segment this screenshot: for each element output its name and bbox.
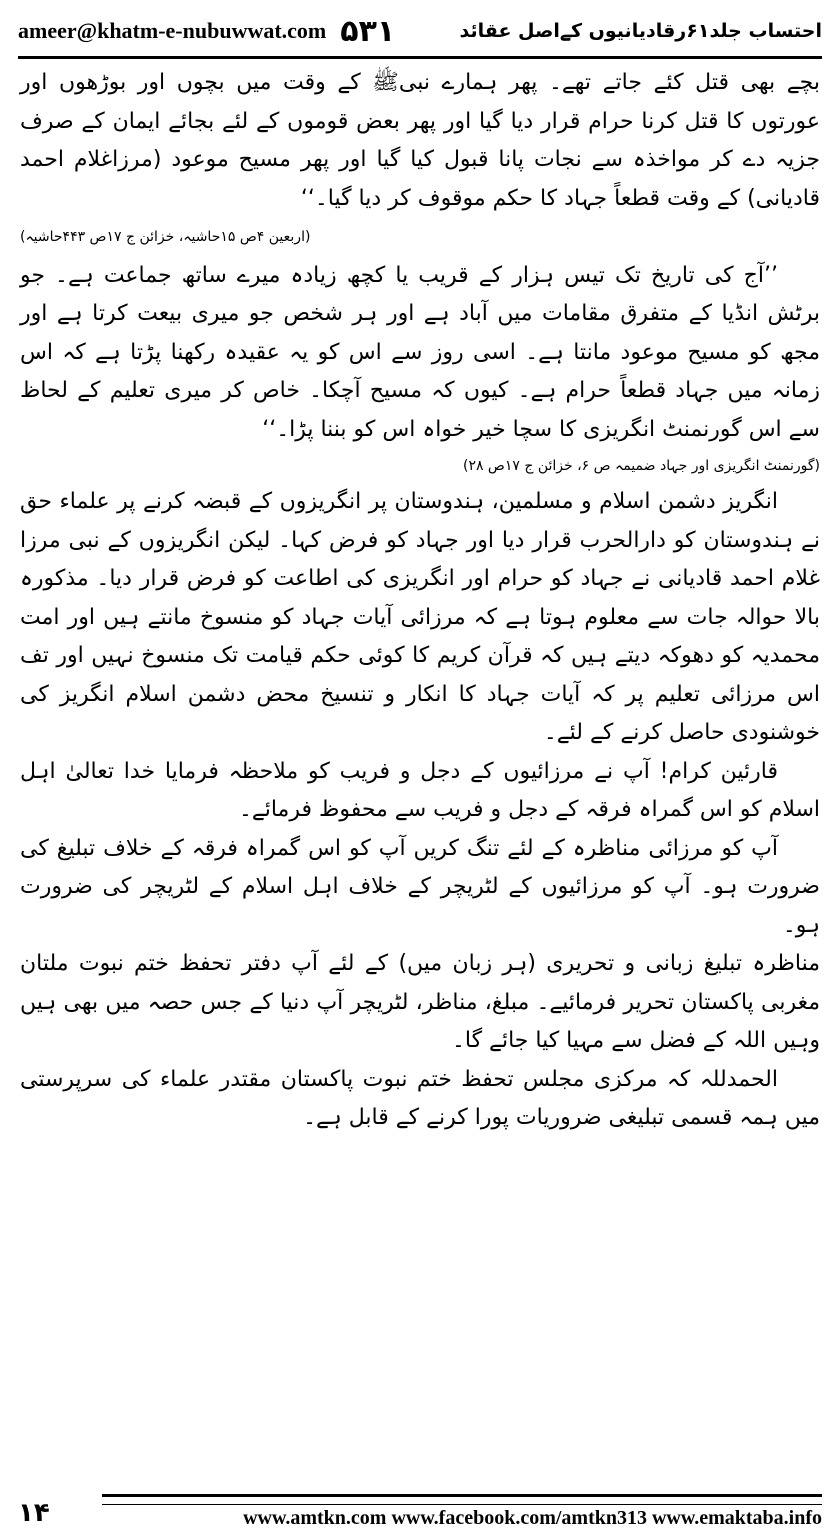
book-title: احتساب جلد۶۱رقادیانیوں کےاصل عقائد [459,20,822,42]
page-header [18,10,822,52]
reference-2: (گورنمنٹ انگریزی اور جہاد ضمیمہ ص ۶، خزائن ج ۱۷ص ۲۸) [462,458,820,474]
header-email: ameer@khatm-e-nubuwwat.com [18,18,327,43]
header-left [18,14,395,49]
footer-rule [102,1494,822,1505]
paragraph-1-text: بچے بھی قتل کئے جاتے تھے۔ پھر ہمارے نبیﷺ کے وقت میں بچوں اور بوڑھوں اور عورتوں کا قتل کرنا حرام قرار دیا گیا اور پھر بعض قوموں کے لئے بجائے ایمان کے صرف جزیہ دے کر مواخذہ سے نجات پانا قبول کیا گیا اور پھر مسیح موعود (مرزاغلام احمد قادیانی) کے وقت قطعاً جہاد کا حکم موقوف کر دیا گیا۔‘‘ [20,70,820,211]
paragraph-3: انگریز دشمن اسلام و مسلمین، ہندوستان پر انگریزوں کے قبضہ کرنے پر علماء حق نے ہندوستان کو دارالحرب قرار دیا اور جہاد کو فرض کہا۔ لیکن انگریزوں کے نبی مرزا غلام احمد قادیانی نے جہاد کو حرام اور انگریزی کی اطاعت کو فرض قرار دیا۔ مذکورہ بالا حوالہ جات سے معلوم ہوتا ہے کہ مرزائی آیات جہاد کو منسوخ مانتے ہیں اور امت محمدیہ کو دھوکہ دیتے ہیں کہ قرآن کریم کا کوئی حکم قیامت تک منسوخ نہیں اور تف اس مرزائی تعلیم پر کہ آیات جہاد کا انکار و تنسیخ محض دشمن اسلام انگریز کی خوشنودی حاصل کرنے کے لئے۔ [20,489,820,745]
paragraph-2: ’’آج کی تاریخ تک تیس ہزار کے قریب یا کچھ زیادہ میرے ساتھ جماعت ہے۔ جو برٹش انڈیا کے متفرق مقامات میں آباد ہے اور ہر شخص جو میری بیعت کرتا ہے اور مجھ کو مسیح موعود مانتا ہے۔ اسی روز سے اس کو یہ عقیدہ رکھنا پڑتا ہے کہ اس زمانہ میں جہاد قطعاً حرام ہے۔ کیوں کہ مسیح آچکا۔ خاص کر میری تعلیم کے لحاظ سے اس گورنمنٹ انگریزی کا سچا خیر خواہ اس کو بننا پڑا۔‘‘ [20,262,820,442]
footer-page-label: ۱۴ [18,1498,50,1528]
paragraph-5: آپ کو مرزائی مناظرہ کے لئے تنگ کریں آپ کو اس گمراہ فرقہ کے خلاف تبلیغ کی ضرورت ہو۔ آپ کو مرزائیوں کے لٹریچر کے خلاف اہل اسلام کے لٹریچر کی ضرورت ہو۔ [20,835,820,938]
footer-urls: www.amtkn.com www.facebook.com/amtkn313 www.emaktaba.info [243,1507,822,1529]
page-footer [18,1490,822,1530]
paragraph-6: مناظرہ تبلیغ زبانی و تحریری (ہر زبان میں) کے لئے آپ دفتر تحفظ ختم نبوت ملتان مغربی پاکستان تحریر فرمائیے۔ مبلغ، مناظر، لٹریچر آپ دنیا کے جس حصہ میں بھی ہیں وہیں اللہ کے فضل سے مہیا کیا جائے گا۔ [20,951,820,1053]
footer-right [102,1494,822,1530]
paragraph-1 [20,64,820,257]
page-number: ۵۳۱ [340,13,396,49]
reference-1: (اربعین ۴ص ۱۵حاشیہ، خزائن ج ۱۷ص ۴۴۳حاشیہ) [20,229,311,245]
paragraph-7: الحمدللہ کہ مرکزی مجلس تحفظ ختم نبوت پاکستان مقتدر علماء کی سرپرستی میں ہمہ قسمی تبلیغی ضروریات پورا کرنے کے قابل ہے۔ [20,1066,820,1130]
page-body [20,64,820,1138]
paragraph-4: قارئین کرام! آپ نے مرزائیوں کے دجل و فریب کو ملاحظہ فرمایا خدا تعالیٰ اہل اسلام کو اس گمراہ فرقہ کے دجل و فریب سے محفوظ فرمائے۔ [20,758,820,822]
header-rule [18,56,822,59]
